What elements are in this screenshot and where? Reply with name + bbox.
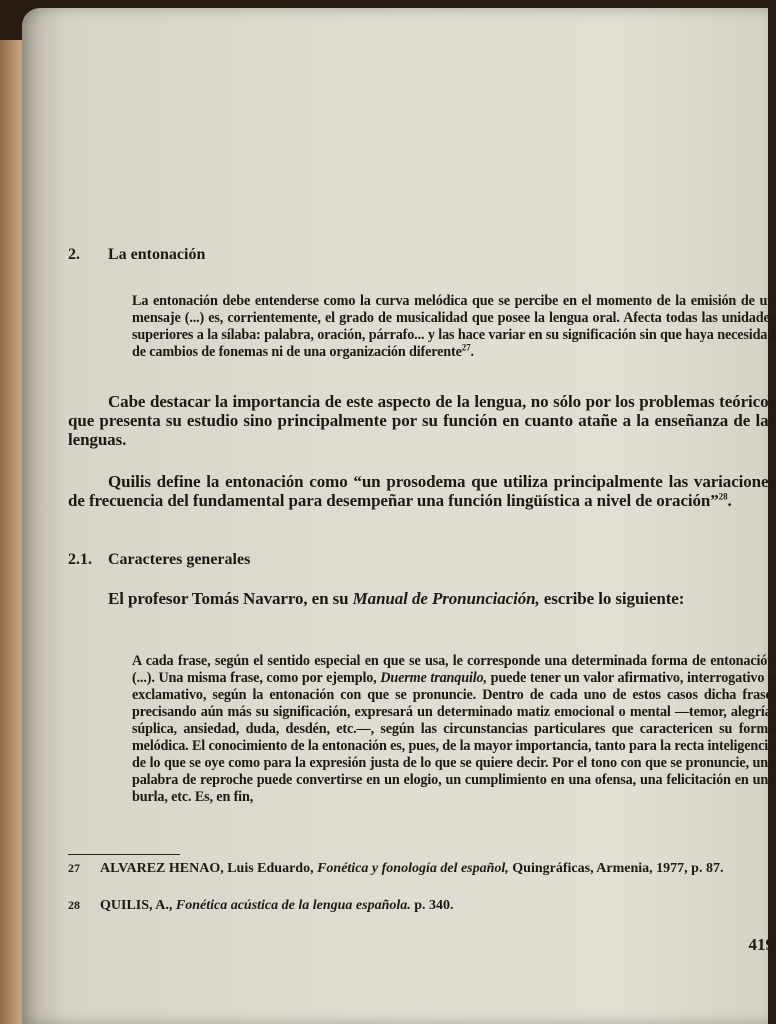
block-quote-navarro (132, 653, 775, 806)
section-title: Caracteres generales (108, 551, 251, 568)
quote-end: . (470, 344, 474, 360)
paragraph-quilis (68, 472, 775, 510)
paragraph-end: . (727, 491, 732, 510)
section-number: 2. (68, 246, 80, 263)
footnote-divider (68, 854, 180, 855)
section-heading-2 (68, 246, 205, 264)
footnote-title: Fonética y fonología del español, (317, 861, 509, 876)
section-number: 2.1. (68, 551, 92, 568)
footnote-text (100, 897, 772, 914)
footnote-details: Quingráficas, Armenia, 1977, p. 87. (508, 861, 724, 876)
footnote-number: 28 (68, 898, 80, 912)
page-content (68, 8, 776, 1024)
book-page (22, 8, 775, 1024)
book-title: Manual de Pronunciación, (352, 589, 540, 608)
footnote-ref-28: 28 (718, 491, 728, 502)
footnote-ref-27: 27 (461, 342, 471, 353)
quote-text-end: puede tener un valor afirmativo, interrogativo o exclamativo, según la entonación con que se pronuncie. Dentro de cada uno de estos casos dicha frase, precisando aún más su significación, expresará un determinado matiz emocional o mental —temor, alegría, súplica, ansiedad, duda, desdén, etc.—, según las circunstancias particulares que caractericen su forma melódica. El conocimiento de la entonación es, pues, de la mayor importancia, tanto para la recta inteligencia de lo que se oye como para la expresión justa de lo que se quiere decir. Por el tono con que se pronuncie, una palabra de reproche puede convertirse en un elogio, un cumplimiento en una ofensa, una felicitación en una burla, etc. Es, en fin, (132, 670, 775, 805)
paragraph-text-end: escribe lo siguiente: (539, 589, 685, 608)
footnote-number: 27 (68, 861, 80, 875)
page-number: 419 (748, 935, 774, 954)
footnote-author: ALVAREZ HENAO, Luis Eduardo, (100, 861, 318, 876)
quote-example: Duerme tranquilo, (380, 670, 487, 686)
paragraph-importance: Cabe destacar la importancia de este aspecto de la lengua, no sólo por los problemas teóricos que presenta su estudio sino principalmente por su función en cuanto atañe a la enseñanza de las lenguas. (68, 392, 775, 449)
block-quote-alvarez (132, 293, 775, 361)
section-title: La entonación (108, 246, 206, 263)
footnote-title: Fonética acústica de la lengua española. (175, 898, 411, 913)
paragraph-text: El profesor Tomás Navarro, en su (108, 589, 353, 608)
footnote-author: QUILIS, A., (100, 898, 176, 913)
footnote-text (100, 860, 772, 877)
footnote-details: p. 340. (410, 898, 454, 913)
footnote-28 (68, 897, 775, 917)
footnote-27 (68, 860, 775, 880)
quote-text: A cada frase, según el sentido especial en que se usa, le corresponde una determinada forma de entonación (...). Una misma frase, como por ejemplo, (132, 653, 775, 686)
quote-text: La entonación debe entenderse como la curva melódica que se percibe en el momento de la emisión de un mensaje (...) es, corrientemente, el grado de musicalidad que posee la lengua oral. Afecta todas las unidades superiores a la sílaba: palabra, oración, párrafo... y las hace variar en su significación sin que haya necesidad de cambios de fonemas ni de una organización diferente (132, 293, 775, 360)
paragraph-navarro-intro (68, 589, 775, 608)
section-heading-2-1 (68, 551, 250, 569)
paragraph-text: Quilis define la entonación como “un prosodema que utiliza principalmente las variaciones de frecuencia del fundamental para desempeñar una función lingüística a nivel de oración” (68, 472, 775, 510)
